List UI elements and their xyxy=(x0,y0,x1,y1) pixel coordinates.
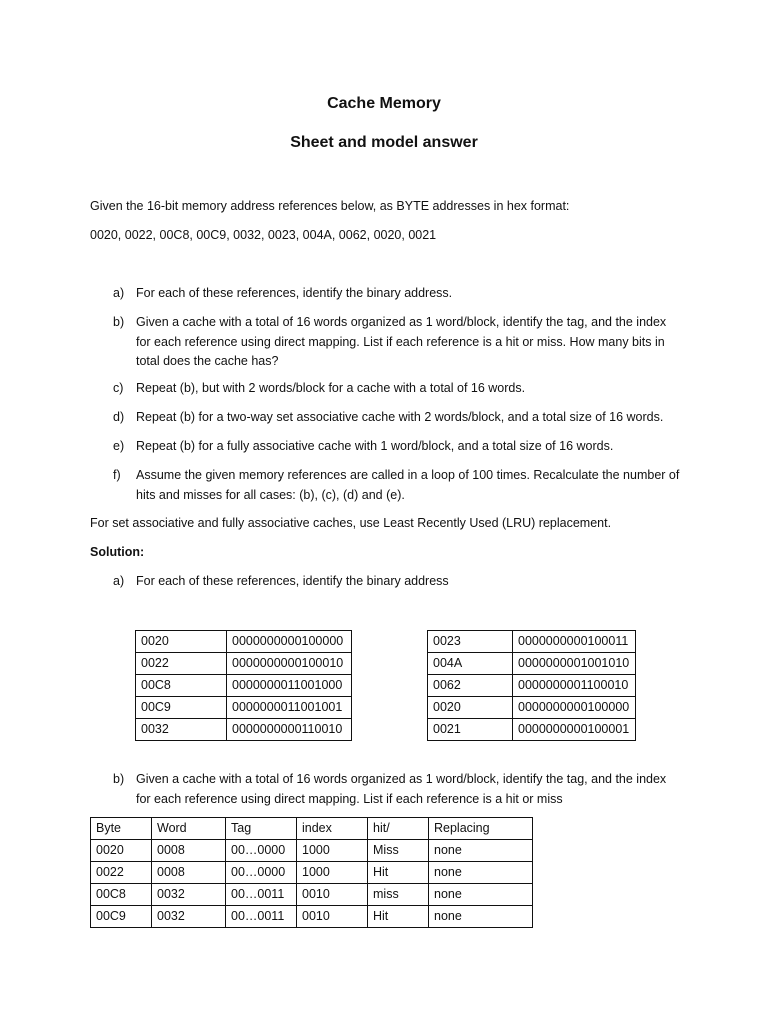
question-marker: f) xyxy=(113,468,121,482)
question-text: Given a cache with a total of 16 words organized as 1 word/block, identify the tag, and the index for each reference using direct mapping. List if each reference is a hit or miss. How many bits in total does the cache has? xyxy=(136,315,667,368)
table-row xyxy=(136,631,352,653)
table-cell: 0010 xyxy=(297,906,368,928)
question-b xyxy=(113,313,683,372)
table-cell: Hit xyxy=(368,906,429,928)
table-cell: 0020 xyxy=(91,840,152,862)
table-cell: 0032 xyxy=(136,719,227,741)
table-row xyxy=(136,675,352,697)
table-cell: 0000000000100001 xyxy=(513,719,636,741)
table-header-cell: index xyxy=(297,818,368,840)
table-cell: 00C8 xyxy=(136,675,227,697)
binary-table-left xyxy=(135,630,352,741)
direct-mapping-table xyxy=(90,817,533,928)
table-cell: 0000000000100011 xyxy=(513,631,636,653)
table-cell: 0022 xyxy=(91,862,152,884)
table-row xyxy=(428,631,636,653)
table-cell: 0000000011001000 xyxy=(227,675,352,697)
solution-text: For each of these references, identify the binary address xyxy=(136,574,449,588)
question-f xyxy=(113,466,683,505)
table-cell: 00…0000 xyxy=(226,862,297,884)
page-title: Cache Memory xyxy=(327,95,441,112)
table-cell: 0000000000100000 xyxy=(513,697,636,719)
table-header-cell: hit/ xyxy=(368,818,429,840)
solution-marker: b) xyxy=(113,772,125,786)
table-cell: 0020 xyxy=(136,631,227,653)
table-cell: 0032 xyxy=(152,906,226,928)
table-header-cell: Replacing xyxy=(429,818,533,840)
table-cell: 1000 xyxy=(297,840,368,862)
table-header-cell: Byte xyxy=(91,818,152,840)
table-cell: 0000000001001010 xyxy=(513,653,636,675)
table-cell: 0023 xyxy=(428,631,513,653)
question-text: Repeat (b) for a fully associative cache with 1 word/block, and a total size of 16 words. xyxy=(136,439,614,453)
table-cell: 0021 xyxy=(428,719,513,741)
table-cell: Hit xyxy=(368,862,429,884)
table-cell: 0000000011001001 xyxy=(227,697,352,719)
question-marker: b) xyxy=(113,315,125,329)
solution-label: Solution: xyxy=(90,545,145,559)
table-row xyxy=(136,697,352,719)
table-row xyxy=(428,653,636,675)
question-text: Assume the given memory references are called in a loop of 100 times. Recalculate the number of hits and misses for all cases: (b), (c), (d) and (e). xyxy=(136,468,680,502)
table-row xyxy=(428,719,636,741)
table-row xyxy=(428,675,636,697)
table-row xyxy=(428,697,636,719)
address-list: 0020, 0022, 00C8, 00C9, 0032, 0023, 004A, 0062, 0020, 0021 xyxy=(90,228,437,242)
table-cell: none xyxy=(429,862,533,884)
table-row xyxy=(91,884,533,906)
table-cell: none xyxy=(429,884,533,906)
lru-note: For set associative and fully associative caches, use Least Recently Used (LRU) replacement. xyxy=(90,516,612,530)
table-cell: 0008 xyxy=(152,840,226,862)
solution-b xyxy=(113,770,683,809)
table-row xyxy=(91,840,533,862)
table-cell: 00…0000 xyxy=(226,840,297,862)
table-cell: 0010 xyxy=(297,884,368,906)
table-cell: 00…0011 xyxy=(226,884,297,906)
table-cell: 0062 xyxy=(428,675,513,697)
intro-text: Given the 16-bit memory address references below, as BYTE addresses in hex format: xyxy=(90,199,570,213)
table-cell: 00C9 xyxy=(136,697,227,719)
table-cell: 0000000001100010 xyxy=(513,675,636,697)
table-cell: 00C9 xyxy=(91,906,152,928)
solution-marker: a) xyxy=(113,574,125,588)
table-cell: 00C8 xyxy=(91,884,152,906)
question-marker: a) xyxy=(113,286,125,300)
table-header-cell: Word xyxy=(152,818,226,840)
table-cell: 004A xyxy=(428,653,513,675)
question-text: Repeat (b) for a two-way set associative cache with 2 words/block, and a total size of 16 words. xyxy=(136,410,664,424)
table-row xyxy=(91,906,533,928)
question-text: For each of these references, identify the binary address. xyxy=(136,286,453,300)
table-header-cell: Tag xyxy=(226,818,297,840)
question-e xyxy=(113,437,683,457)
table-header-row xyxy=(91,818,533,840)
table-cell: 0000000000100000 xyxy=(227,631,352,653)
question-marker: c) xyxy=(113,381,124,395)
table-cell: 0008 xyxy=(152,862,226,884)
table-row xyxy=(136,653,352,675)
solution-text: Given a cache with a total of 16 words organized as 1 word/block, identify the tag, and the index for each reference using direct mapping. List if each reference is a hit or miss xyxy=(136,772,667,806)
table-cell: 0022 xyxy=(136,653,227,675)
table-cell: Miss xyxy=(368,840,429,862)
question-d xyxy=(113,408,683,428)
question-marker: e) xyxy=(113,439,125,453)
table-row xyxy=(136,719,352,741)
table-cell: 00…0011 xyxy=(226,906,297,928)
table-cell: none xyxy=(429,906,533,928)
binary-table-right xyxy=(427,630,636,741)
solution-a xyxy=(113,572,683,592)
table-cell: 1000 xyxy=(297,862,368,884)
question-c xyxy=(113,379,683,399)
question-marker: d) xyxy=(113,410,125,424)
table-row xyxy=(91,862,533,884)
table-cell: miss xyxy=(368,884,429,906)
question-text: Repeat (b), but with 2 words/block for a cache with a total of 16 words. xyxy=(136,381,526,395)
table-cell: 0000000000100010 xyxy=(227,653,352,675)
table-cell: 0032 xyxy=(152,884,226,906)
page-subtitle: Sheet and model answer xyxy=(290,134,478,151)
table-cell: 0020 xyxy=(428,697,513,719)
table-cell: none xyxy=(429,840,533,862)
question-a xyxy=(113,284,683,304)
table-cell: 0000000000110010 xyxy=(227,719,352,741)
